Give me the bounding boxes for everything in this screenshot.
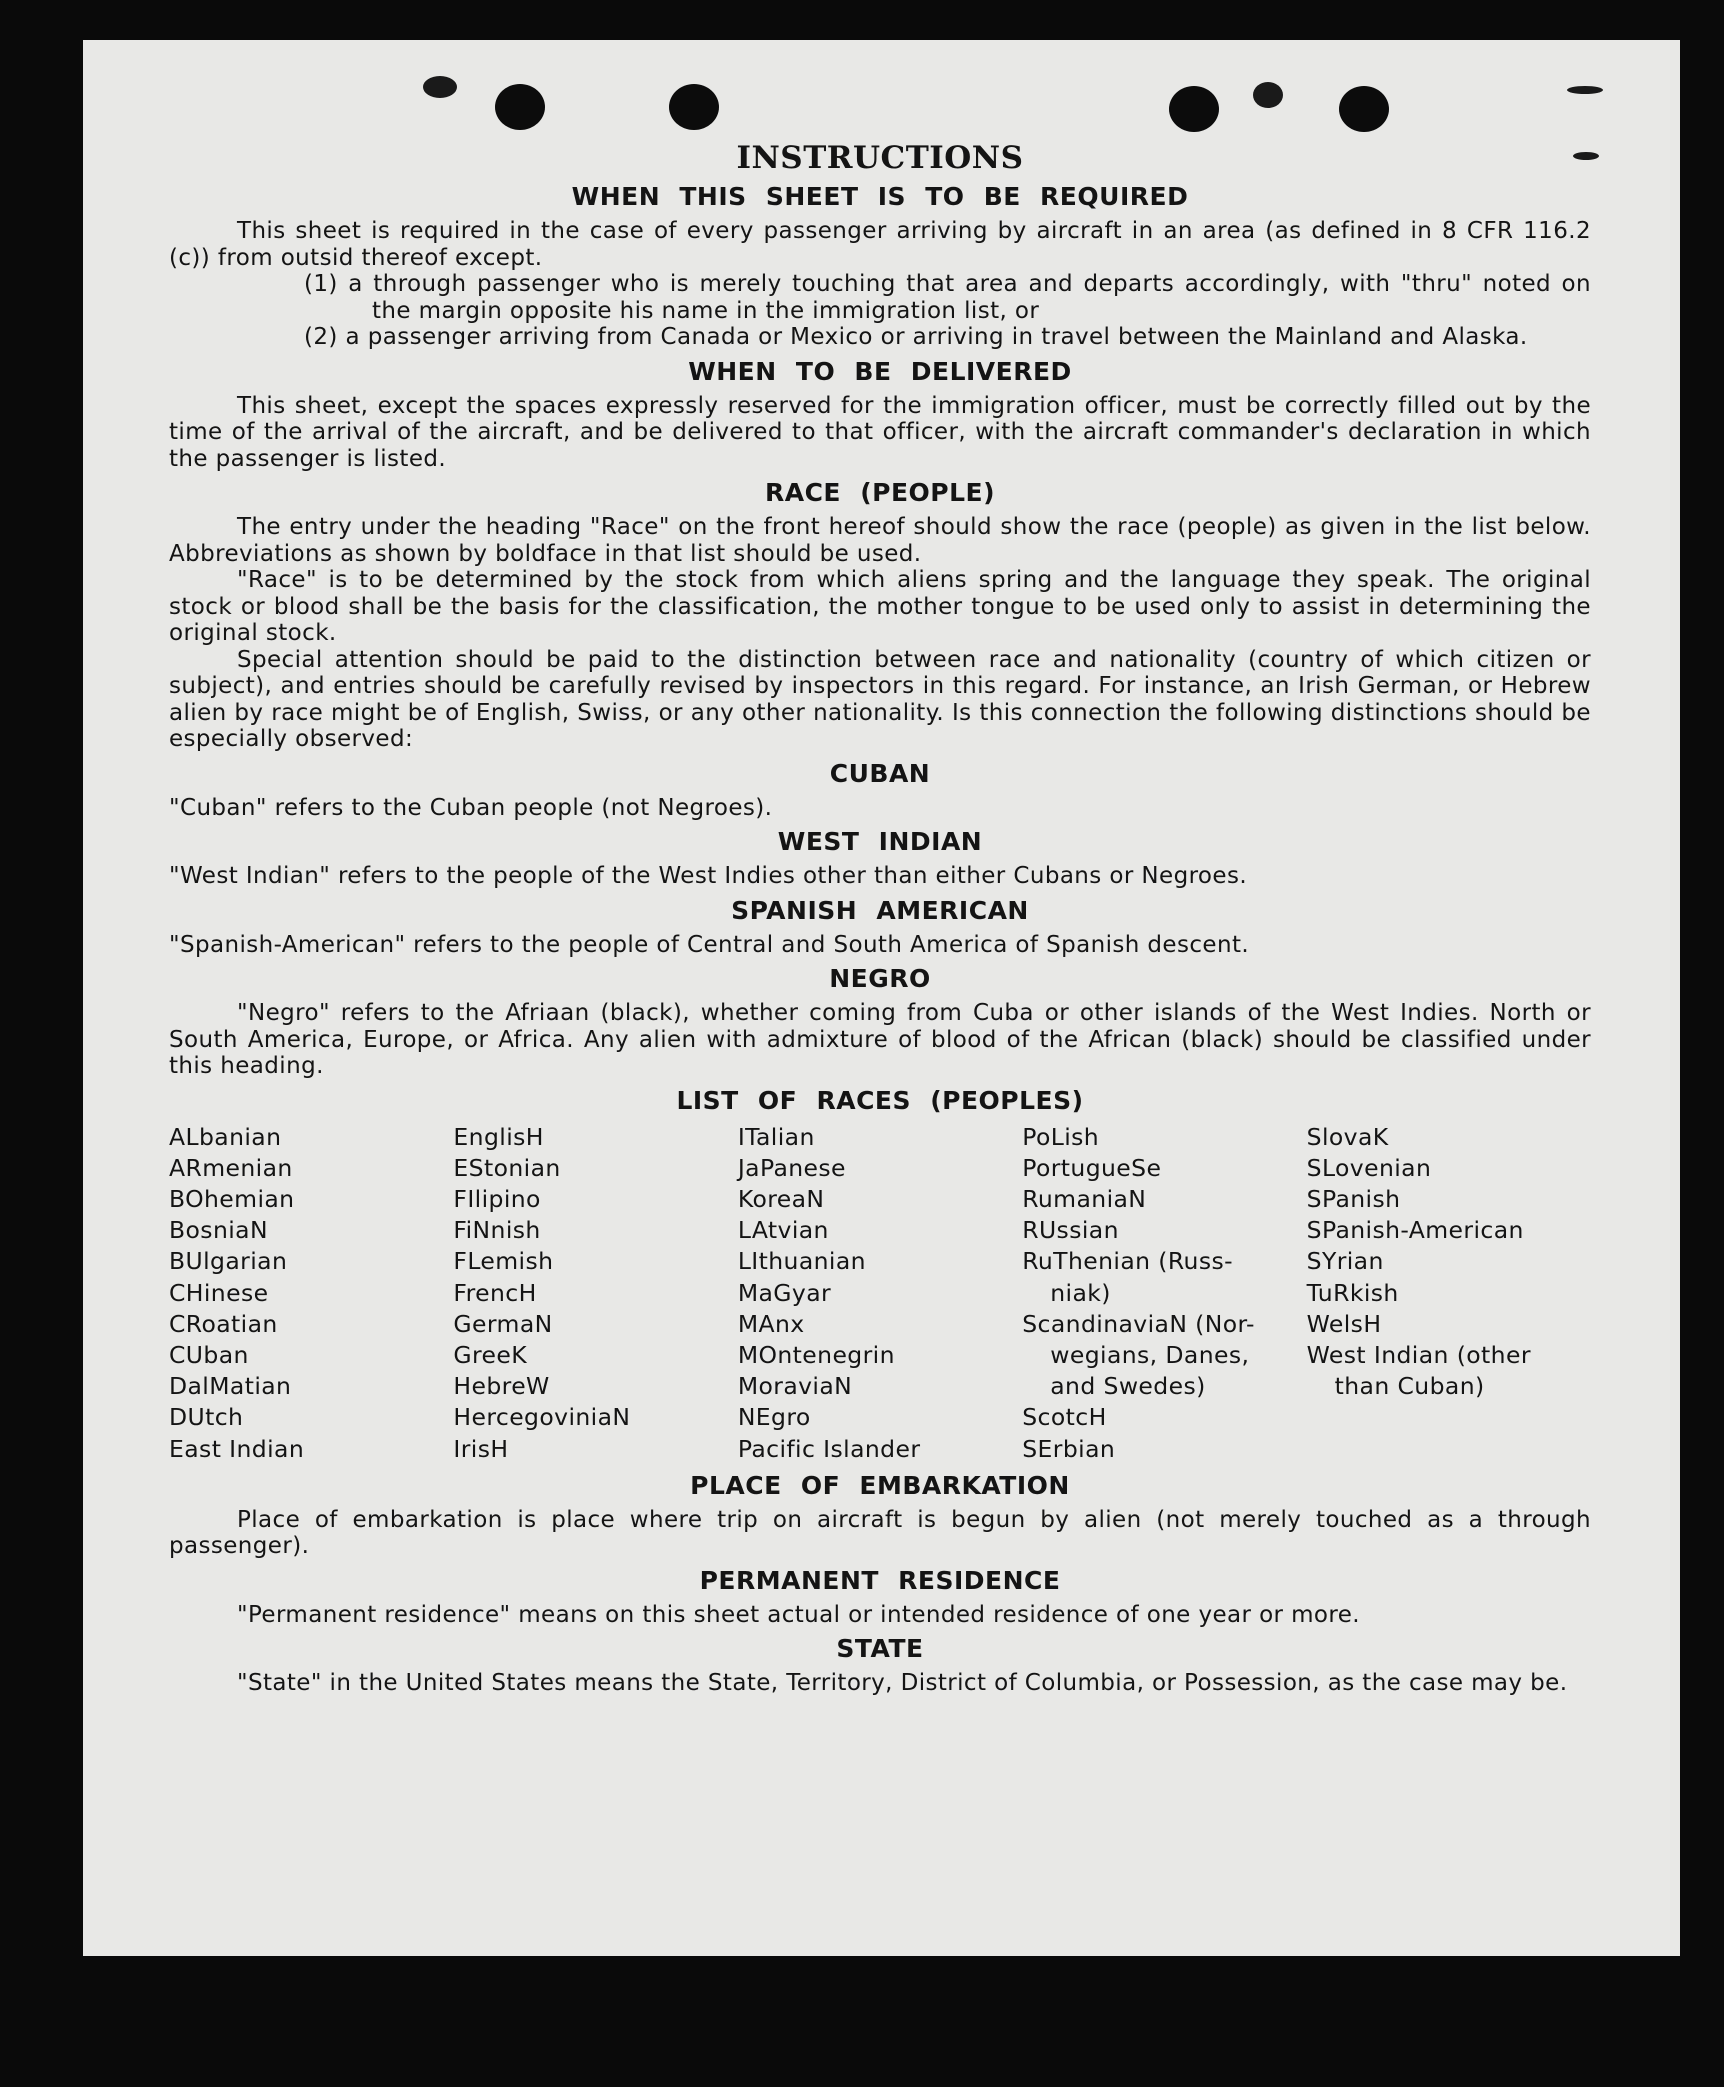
section-heading: WHEN THIS SHEET IS TO BE REQUIRED [571, 182, 1189, 211]
race-entry: DalMatian [169, 1372, 292, 1401]
race-entry: FLemish [453, 1247, 554, 1276]
punch-mark [1253, 82, 1283, 108]
paragraph: This sheet is required in the case of every passenger arriving by aircraft in an area (as defined in 8 CFR 116.2 (c)) from outsid thereof except. [169, 218, 1591, 271]
race-entry: LIthuanian [737, 1247, 866, 1276]
paragraph: "Cuban" refers to the Cuban people (not Negroes). [169, 794, 773, 821]
section-cuban [169, 759, 1591, 822]
section-heading: CUBAN [829, 758, 931, 788]
paragraph: "State" in the United States means the State, Territory, District of Columbia, or Possession, as the case may be. [237, 1670, 1568, 1697]
race-entry: ScandinaviaN (Nor- [1022, 1309, 1255, 1338]
race-entry: RuThenian (Russ- [1022, 1247, 1233, 1276]
paragraph: Place of embarkation is place where trip on aircraft is begun by alien (not merely touched as a through passenger). [169, 1506, 1591, 1560]
race-entry: CHinese [169, 1278, 269, 1307]
race-entry: FrencH [453, 1278, 537, 1307]
instructions-content [169, 140, 1591, 1697]
section-state [169, 1634, 1591, 1697]
paragraph: The entry under the heading "Race" on the front hereof should show the race (people) as given in the list below. Abbreviations as shown by boldface in that list should be used. [169, 514, 1591, 567]
race-entry: wegians, Danes, [1050, 1340, 1250, 1369]
race-entry: BosniaN [169, 1216, 268, 1245]
section-heading: SPANISH AMERICAN [731, 895, 1029, 925]
races-list [169, 1122, 1591, 1465]
ink-speck [1567, 86, 1603, 94]
race-entry: GreeK [453, 1340, 528, 1369]
race-entry: HercegoviniaN [453, 1403, 631, 1432]
section-permanent-residence [169, 1566, 1591, 1629]
race-entry: PoLish [1022, 1122, 1100, 1151]
race-entry: than Cuban) [1334, 1372, 1485, 1401]
race-entry: SErbian [1022, 1434, 1116, 1463]
section-heading: PERMANENT RESIDENCE [699, 1565, 1061, 1595]
races-column [169, 1122, 453, 1465]
section-required [169, 182, 1591, 351]
race-entry: East Indian [169, 1434, 305, 1463]
paragraph: "Permanent residence" means on this sheet actual or intended residence of one year or more. [237, 1601, 1360, 1628]
race-entry: MAnx [737, 1309, 805, 1338]
punch-mark [423, 76, 457, 98]
race-entry: RumaniaN [1022, 1184, 1147, 1213]
section-heading: NEGRO [829, 964, 931, 993]
paragraph: "Negro" refers to the Afriaan (black), whether coming from Cuba or other islands of the West Indies. North or South America, Europe, or Africa. Any alien with admixture of blood of the African (black) should be classified under this heading. [169, 1000, 1591, 1079]
race-entry: FiNnish [453, 1216, 541, 1245]
paragraph: "West Indian" refers to the people of the West Indies other than either Cubans or Negroes. [169, 863, 1248, 889]
section-heading: WEST INDIAN [777, 827, 983, 856]
race-entry: SPanish-American [1306, 1216, 1524, 1245]
punch-hole [1339, 86, 1389, 132]
section-list-of-races [169, 1086, 1591, 1465]
race-entry: ALbanian [169, 1122, 282, 1151]
section-heading: WHEN TO BE DELIVERED [688, 356, 1072, 386]
race-entry: HebreW [453, 1372, 550, 1401]
race-entry: EnglisH [453, 1122, 544, 1151]
paragraph: "Spanish-American" refers to the people of Central and South America of Spanish descent. [169, 931, 1250, 958]
section-heading: RACE (PEOPLE) [764, 478, 996, 507]
races-column [1022, 1122, 1306, 1465]
document-sheet [83, 40, 1680, 1956]
race-entry: LAtvian [737, 1216, 829, 1245]
exception-item: (1) a through passenger who is merely touching that area and departs accordingly, with "thru" noted on the margin opposite his name in the immigration list, or [304, 271, 1591, 324]
document-title: INSTRUCTIONS [736, 140, 1024, 176]
race-entry: GermaN [453, 1309, 553, 1338]
race-entry: BUlgarian [169, 1247, 288, 1276]
section-heading: LIST OF RACES (PEOPLES) [676, 1085, 1084, 1115]
section-delivered [169, 357, 1591, 473]
race-entry: PortugueSe [1022, 1153, 1162, 1182]
paragraph: Special attention should be paid to the distinction between race and nationality (country of which citizen or subject), and entries should be carefully revised by inspectors in this regard. For instance, an Irish German, or Hebrew alien by race might be of English, Swiss, or any other nationality. Is this connection the following distinctions should be especially observed: [169, 646, 1591, 752]
races-column [1307, 1122, 1591, 1465]
section-race [169, 478, 1591, 753]
section-negro [169, 964, 1591, 1080]
races-column [453, 1122, 737, 1465]
race-entry: SLovenian [1306, 1153, 1432, 1182]
race-entry: EStonian [453, 1153, 561, 1182]
punch-hole [495, 84, 545, 130]
race-entry: West Indian (other [1306, 1340, 1531, 1369]
section-heading: PLACE OF EMBARKATION [690, 1470, 1070, 1500]
race-entry: CRoatian [169, 1309, 278, 1338]
race-entry: FIlipino [453, 1184, 541, 1213]
exception-item: (2) a passenger arriving from Canada or Mexico or arriving in travel between the Mainland and Alaska. [304, 324, 1528, 350]
race-entry: WelsH [1306, 1309, 1382, 1338]
race-entry: DUtch [169, 1403, 244, 1432]
section-spanish-american [169, 896, 1591, 959]
race-entry: SPanish [1306, 1184, 1401, 1213]
race-entry: IrisH [453, 1434, 509, 1463]
race-entry: CUban [169, 1340, 249, 1369]
race-entry: ITalian [737, 1122, 815, 1151]
section-heading: STATE [836, 1634, 924, 1664]
punch-hole [669, 84, 719, 130]
race-entry: NEgro [737, 1403, 811, 1432]
race-entry: JaPanese [737, 1153, 846, 1182]
race-entry: RUssian [1022, 1216, 1119, 1245]
paragraph: "Race" is to be determined by the stock from which aliens spring and the language they speak. The original stock or blood shall be the basis for the classification, the mother tongue to be used only to assist in determining the original stock. [169, 567, 1591, 646]
punch-hole [1169, 86, 1219, 132]
race-entry: MaGyar [737, 1278, 832, 1307]
paragraph: This sheet, except the spaces expressly reserved for the immigration officer, must be correctly filled out by the time of the arrival of the aircraft, and be delivered to that officer, with the aircraft commander's declaration in which the passenger is listed. [169, 392, 1591, 472]
race-entry: MOntenegrin [737, 1340, 895, 1369]
race-entry: SYrian [1306, 1247, 1384, 1276]
races-column [738, 1122, 1022, 1465]
race-entry: KoreaN [737, 1184, 825, 1213]
race-entry: and Swedes) [1050, 1372, 1206, 1401]
race-entry: Pacific Islander [737, 1434, 921, 1463]
race-entry: ARmenian [169, 1153, 293, 1182]
race-entry: niak) [1050, 1278, 1111, 1307]
race-entry: TuRkish [1306, 1278, 1399, 1307]
race-entry: MoraviaN [737, 1372, 853, 1401]
race-entry: ScotcH [1022, 1403, 1107, 1432]
section-west-indian [169, 827, 1591, 890]
section-embarkation [169, 1471, 1591, 1560]
race-entry: BOhemian [169, 1184, 295, 1213]
race-entry: SlovaK [1306, 1122, 1389, 1151]
